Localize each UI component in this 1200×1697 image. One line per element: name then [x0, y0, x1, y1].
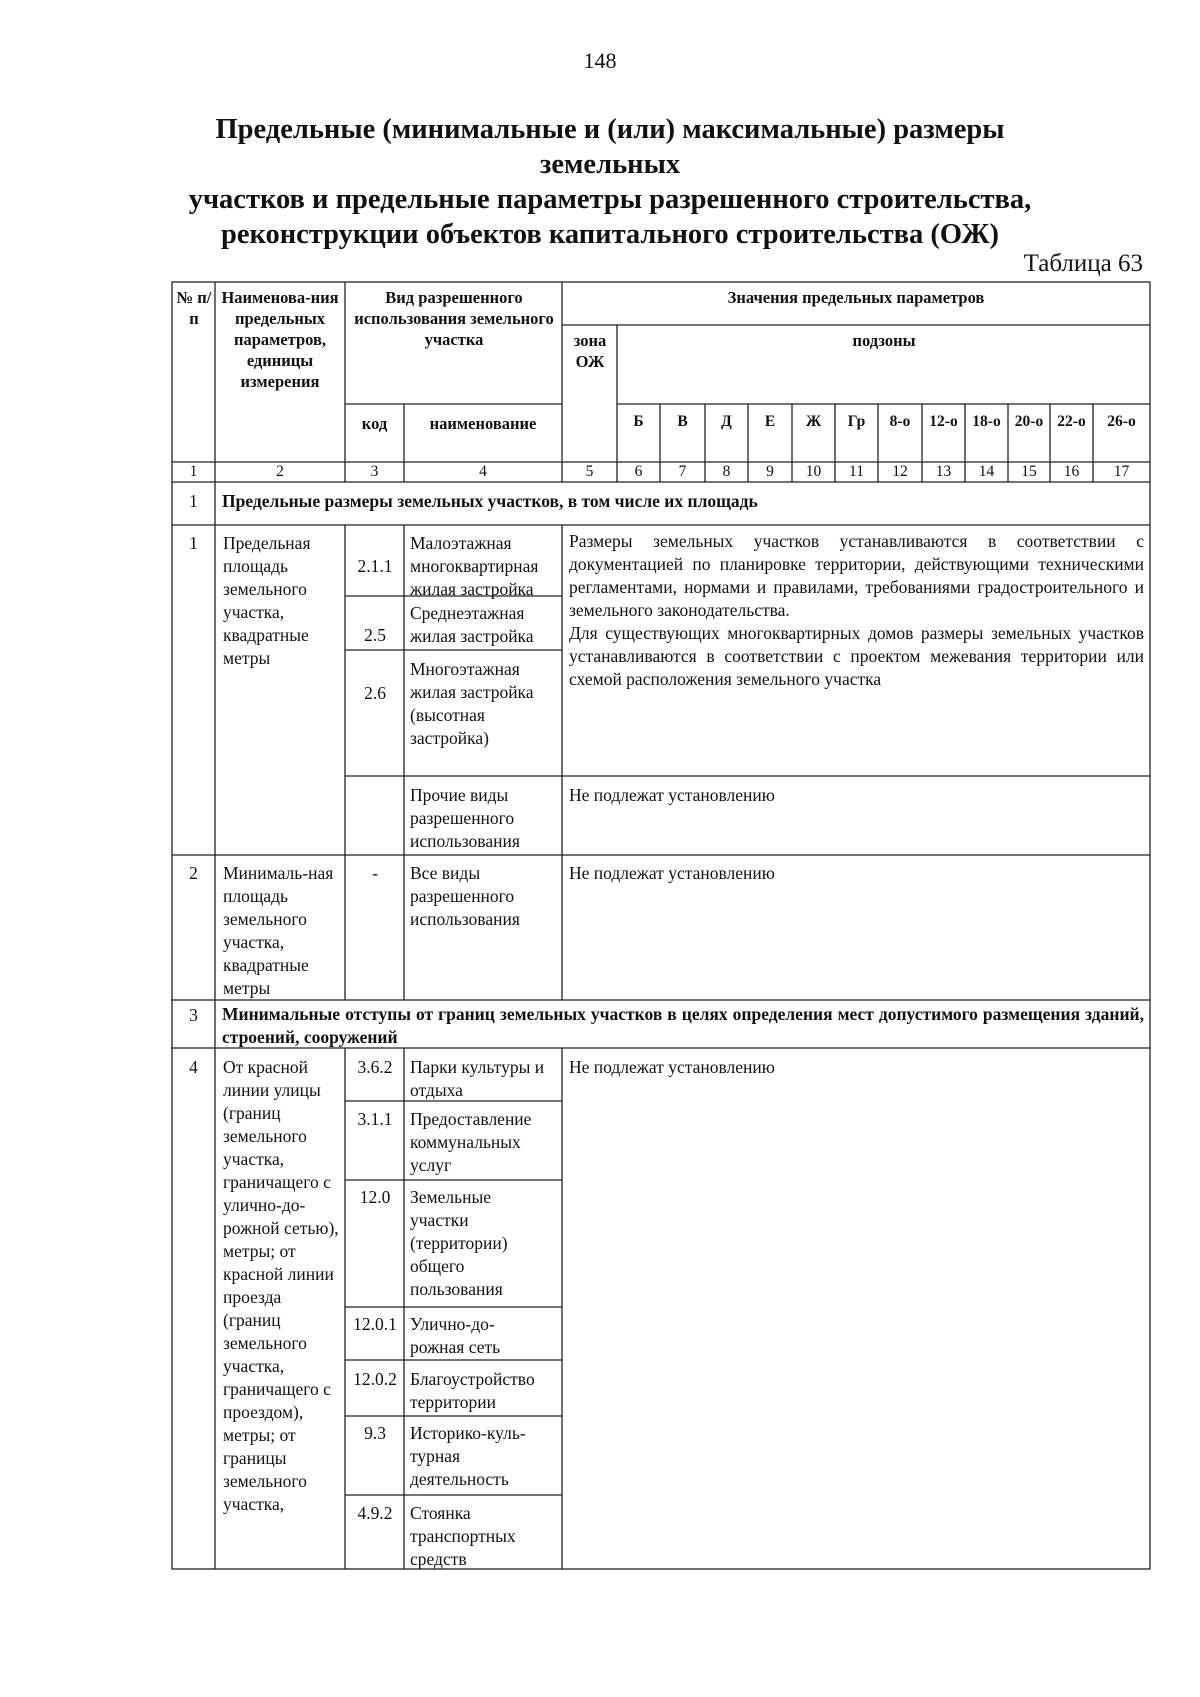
row-number: 4 [189, 1057, 198, 1077]
section-title: Предельные размеры земельных участков, в том числе их площадь [222, 491, 758, 511]
col-number: 16 [1063, 463, 1080, 480]
use-name: Предоставление коммунальных услуг [410, 1109, 532, 1175]
subzone-26o: 26-о [1107, 413, 1136, 430]
parameter-value: Не подлежат установлению [569, 863, 775, 883]
subzone-12o: 12-о [929, 413, 958, 430]
parameter-value [569, 530, 1144, 691]
col-number: 8 [722, 463, 731, 480]
use-code: 4.9.2 [357, 1503, 393, 1523]
subzone-8o: 8-о [889, 413, 911, 430]
use-name: Все виды разрешенного использования [410, 863, 520, 929]
header-values: Значения предельных параметров [727, 288, 985, 307]
col-number: 7 [678, 463, 687, 480]
row-number: 2 [189, 863, 198, 883]
use-code: 12.0 [359, 1187, 391, 1207]
use-code: 3.1.1 [357, 1109, 393, 1129]
use-name: Малоэтажная многоквартирная жилая застройка [410, 533, 539, 599]
subzone-b: Б [633, 413, 644, 430]
use-name: Прочие виды разрешенного использования [410, 785, 520, 851]
col-number: 4 [479, 463, 487, 480]
use-name: Среднеэтажная жилая застройка [410, 603, 534, 646]
use-code: 2.1.1 [357, 556, 393, 576]
header-zone: зона ОЖ [573, 331, 607, 371]
col-number: 15 [1021, 463, 1037, 480]
subzone-e: Е [764, 413, 776, 430]
row-number: 1 [189, 533, 198, 553]
header-number: № п/п [176, 288, 212, 328]
parameter-value: Не подлежат установлению [569, 785, 775, 805]
header-subzones: подзоны [852, 331, 916, 350]
use-name: Историко-куль-турная деятельность [410, 1423, 526, 1489]
parameter-name: Минималь-ная площадь земельного участка, квадратные метры [223, 863, 334, 998]
use-name: Стоянка транспортных средств [410, 1503, 516, 1569]
use-name: Улично-до-рожная сеть [410, 1314, 501, 1357]
use-name: Парки культуры и отдыха [410, 1057, 545, 1100]
parameter-value: Не подлежат установлению [569, 1057, 775, 1077]
subzone-v: В [677, 413, 688, 430]
value-paragraph: Для существующих многоквартирных домов размеры земельных участков устанавливаются в соответствии с проектом межевания территории или схемой расположения земельного участка [569, 623, 1144, 689]
section-number: 3 [189, 1005, 198, 1025]
col-number: 2 [276, 463, 284, 480]
subzone-18o: 18-о [972, 413, 1001, 430]
col-number: 11 [849, 463, 864, 480]
subzone-22o: 22-о [1057, 413, 1086, 430]
header-use-name: наименование [429, 414, 537, 433]
col-number: 6 [634, 463, 643, 480]
header-permitted-use: Вид разрешенного использования земельного участка [354, 288, 554, 349]
col-number: 5 [585, 463, 594, 480]
page-number: 148 [583, 48, 617, 73]
col-number: 13 [935, 463, 952, 480]
value-paragraph: Размеры земельных участков устанавливаются в соответствии с документацией по планировке территории, действующими техническими регламентами, нормами и правилами, требованиями градостроительного и земельного законодательства. [569, 531, 1144, 620]
col-number: 3 [370, 463, 379, 480]
col-number: 17 [1113, 463, 1130, 480]
subzone-20o: 20-о [1014, 413, 1044, 430]
parameter-name: От красной линии улицы (границ земельного участка, граничащего с улично-до-рожной сетью), метры; от красной линии проезда (границ земельного участка, граничащего с проездом), метры; от границы земельного участка, [223, 1057, 339, 1514]
table-label: Таблица 63 [1023, 250, 1143, 277]
parameter-name: Предельная площадь земельного участка, квадратные метры [223, 533, 311, 668]
col-number: 10 [805, 463, 822, 480]
use-code: - [372, 863, 378, 883]
title-line: реконструкции объектов капитального строительства (ОЖ) [220, 219, 1000, 250]
title-line: участков и предельные параметры разрешенного строительства, [188, 184, 1032, 215]
subzone-d: Д [721, 413, 732, 430]
use-code: 12.0.1 [353, 1314, 397, 1334]
col-number: 12 [892, 463, 908, 480]
use-code: 3.6.2 [357, 1057, 393, 1077]
use-name: Земельные участки (территории) общего пользования [410, 1187, 508, 1299]
use-code: 12.0.2 [353, 1369, 397, 1389]
title-line: Предельные (минимальные и (или) максимальные) размеры земельных [215, 114, 1005, 180]
use-name: Многоэтажная жилая застройка (высотная застройка) [410, 659, 534, 748]
use-code: 2.6 [364, 683, 386, 703]
header-parameter-name: Наименова-ния предельных параметров, единицы измерения [221, 288, 339, 391]
use-name: Благоустройство территории [410, 1369, 535, 1412]
header-code: код [361, 414, 388, 433]
col-number: 1 [189, 463, 198, 480]
subzone-gr: Гр [847, 413, 866, 430]
subzone-zh: Ж [805, 413, 822, 430]
col-number: 14 [978, 463, 995, 480]
col-number: 9 [766, 463, 774, 480]
section-number: 1 [189, 491, 198, 511]
use-code: 2.5 [364, 625, 386, 645]
use-code: 9.3 [364, 1423, 386, 1443]
section-title: Минимальные отступы от границ земельных участков в целях определения мест допустимого размещения зданий, строений, сооружений [222, 1004, 1144, 1047]
